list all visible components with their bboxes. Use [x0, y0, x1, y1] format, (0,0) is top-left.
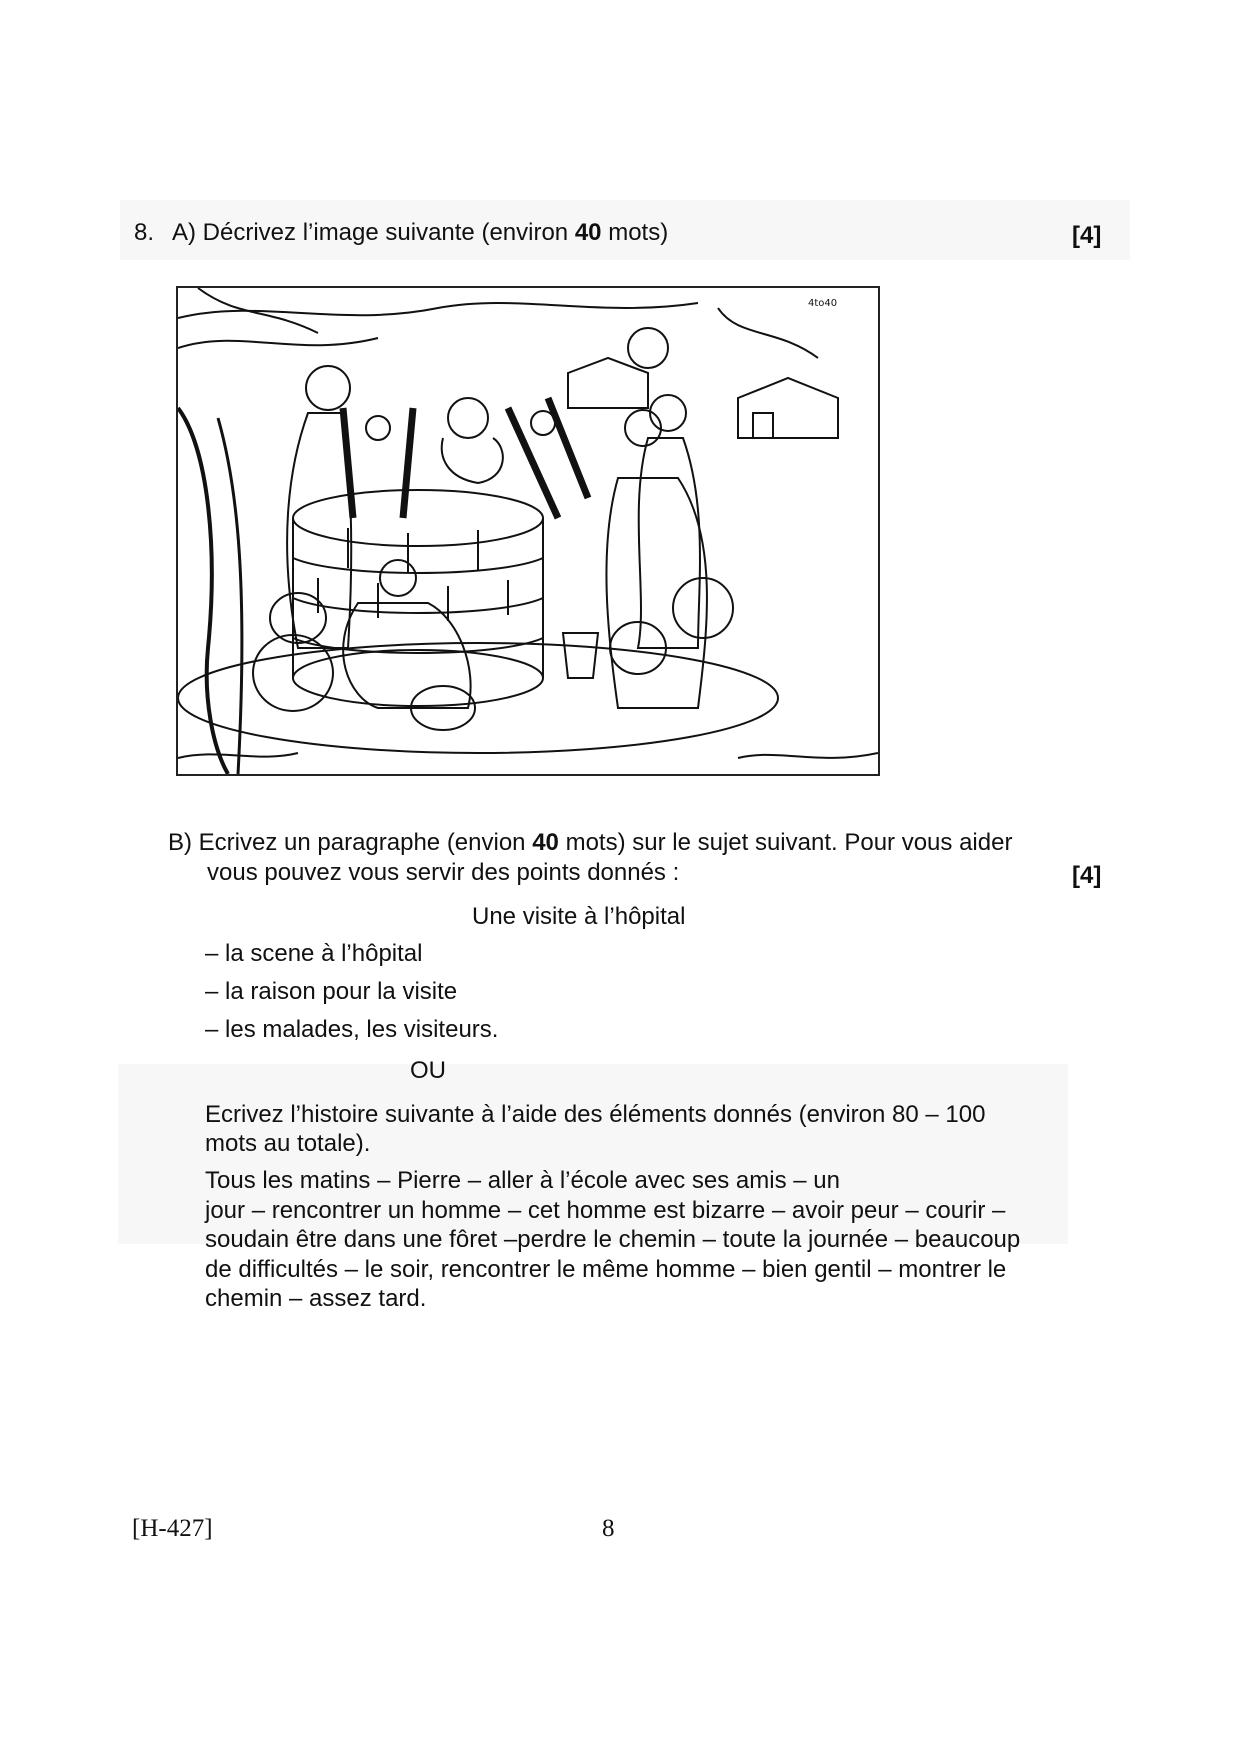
- story-line: Tous les matins – Pierre – aller à l’école avec ses amis – un: [205, 1167, 840, 1194]
- part-a-text-end: mots): [601, 219, 669, 246]
- part-b-text-end: mots) sur le sujet suivant. Pour vous aider: [558, 829, 1013, 856]
- story-line: Ecrivez l’histoire suivante à l’aide des éléments donnés (environ 80 – 100: [205, 1101, 986, 1128]
- point-item: – les malades, les visiteurs.: [205, 1016, 499, 1043]
- story-line: chemin – assez tard.: [205, 1285, 427, 1312]
- part-b-line2: vous pouvez vous servir des points donnés :: [207, 859, 680, 886]
- story-line: jour – rencontrer un homme – cet homme est bizarre – avoir peur – courir –: [205, 1197, 1006, 1224]
- illustration-corner-note: 4to40: [808, 298, 838, 309]
- part-b-label: B): [168, 829, 192, 856]
- part-a-word-count: 40: [574, 219, 602, 246]
- part-b-marks: [4]: [1072, 862, 1102, 889]
- paper-code: [H-427]: [132, 1515, 213, 1542]
- village-well-drawing: [178, 288, 878, 774]
- story-line: mots au totale).: [205, 1130, 371, 1157]
- story-line: soudain être dans une fôret –perdre le chemin – toute la journée – beaucoup: [205, 1226, 1021, 1253]
- point-item: – la scene à l’hôpital: [205, 940, 423, 967]
- part-a-label: A): [172, 219, 196, 246]
- part-b-word-count: 40: [532, 829, 559, 856]
- part-a-marks: [4]: [1072, 222, 1102, 249]
- topic-title: Une visite à l’hôpital: [472, 903, 686, 930]
- part-b-line1: [168, 828, 1012, 858]
- page-number: 8: [602, 1515, 615, 1542]
- or-separator: OU: [410, 1057, 446, 1084]
- part-a-prompt: [172, 218, 668, 248]
- part-a-text-start: Décrivez l’image suivante (environ: [202, 219, 575, 246]
- part-b-text-start: Ecrivez un paragraphe (envion: [198, 829, 533, 856]
- point-item: – la raison pour la visite: [205, 978, 458, 1005]
- story-line: de difficultés – le soir, rencontrer le même homme – bien gentil – montrer le: [205, 1256, 1007, 1283]
- well-illustration: [176, 286, 880, 776]
- question-number: 8.: [134, 219, 155, 246]
